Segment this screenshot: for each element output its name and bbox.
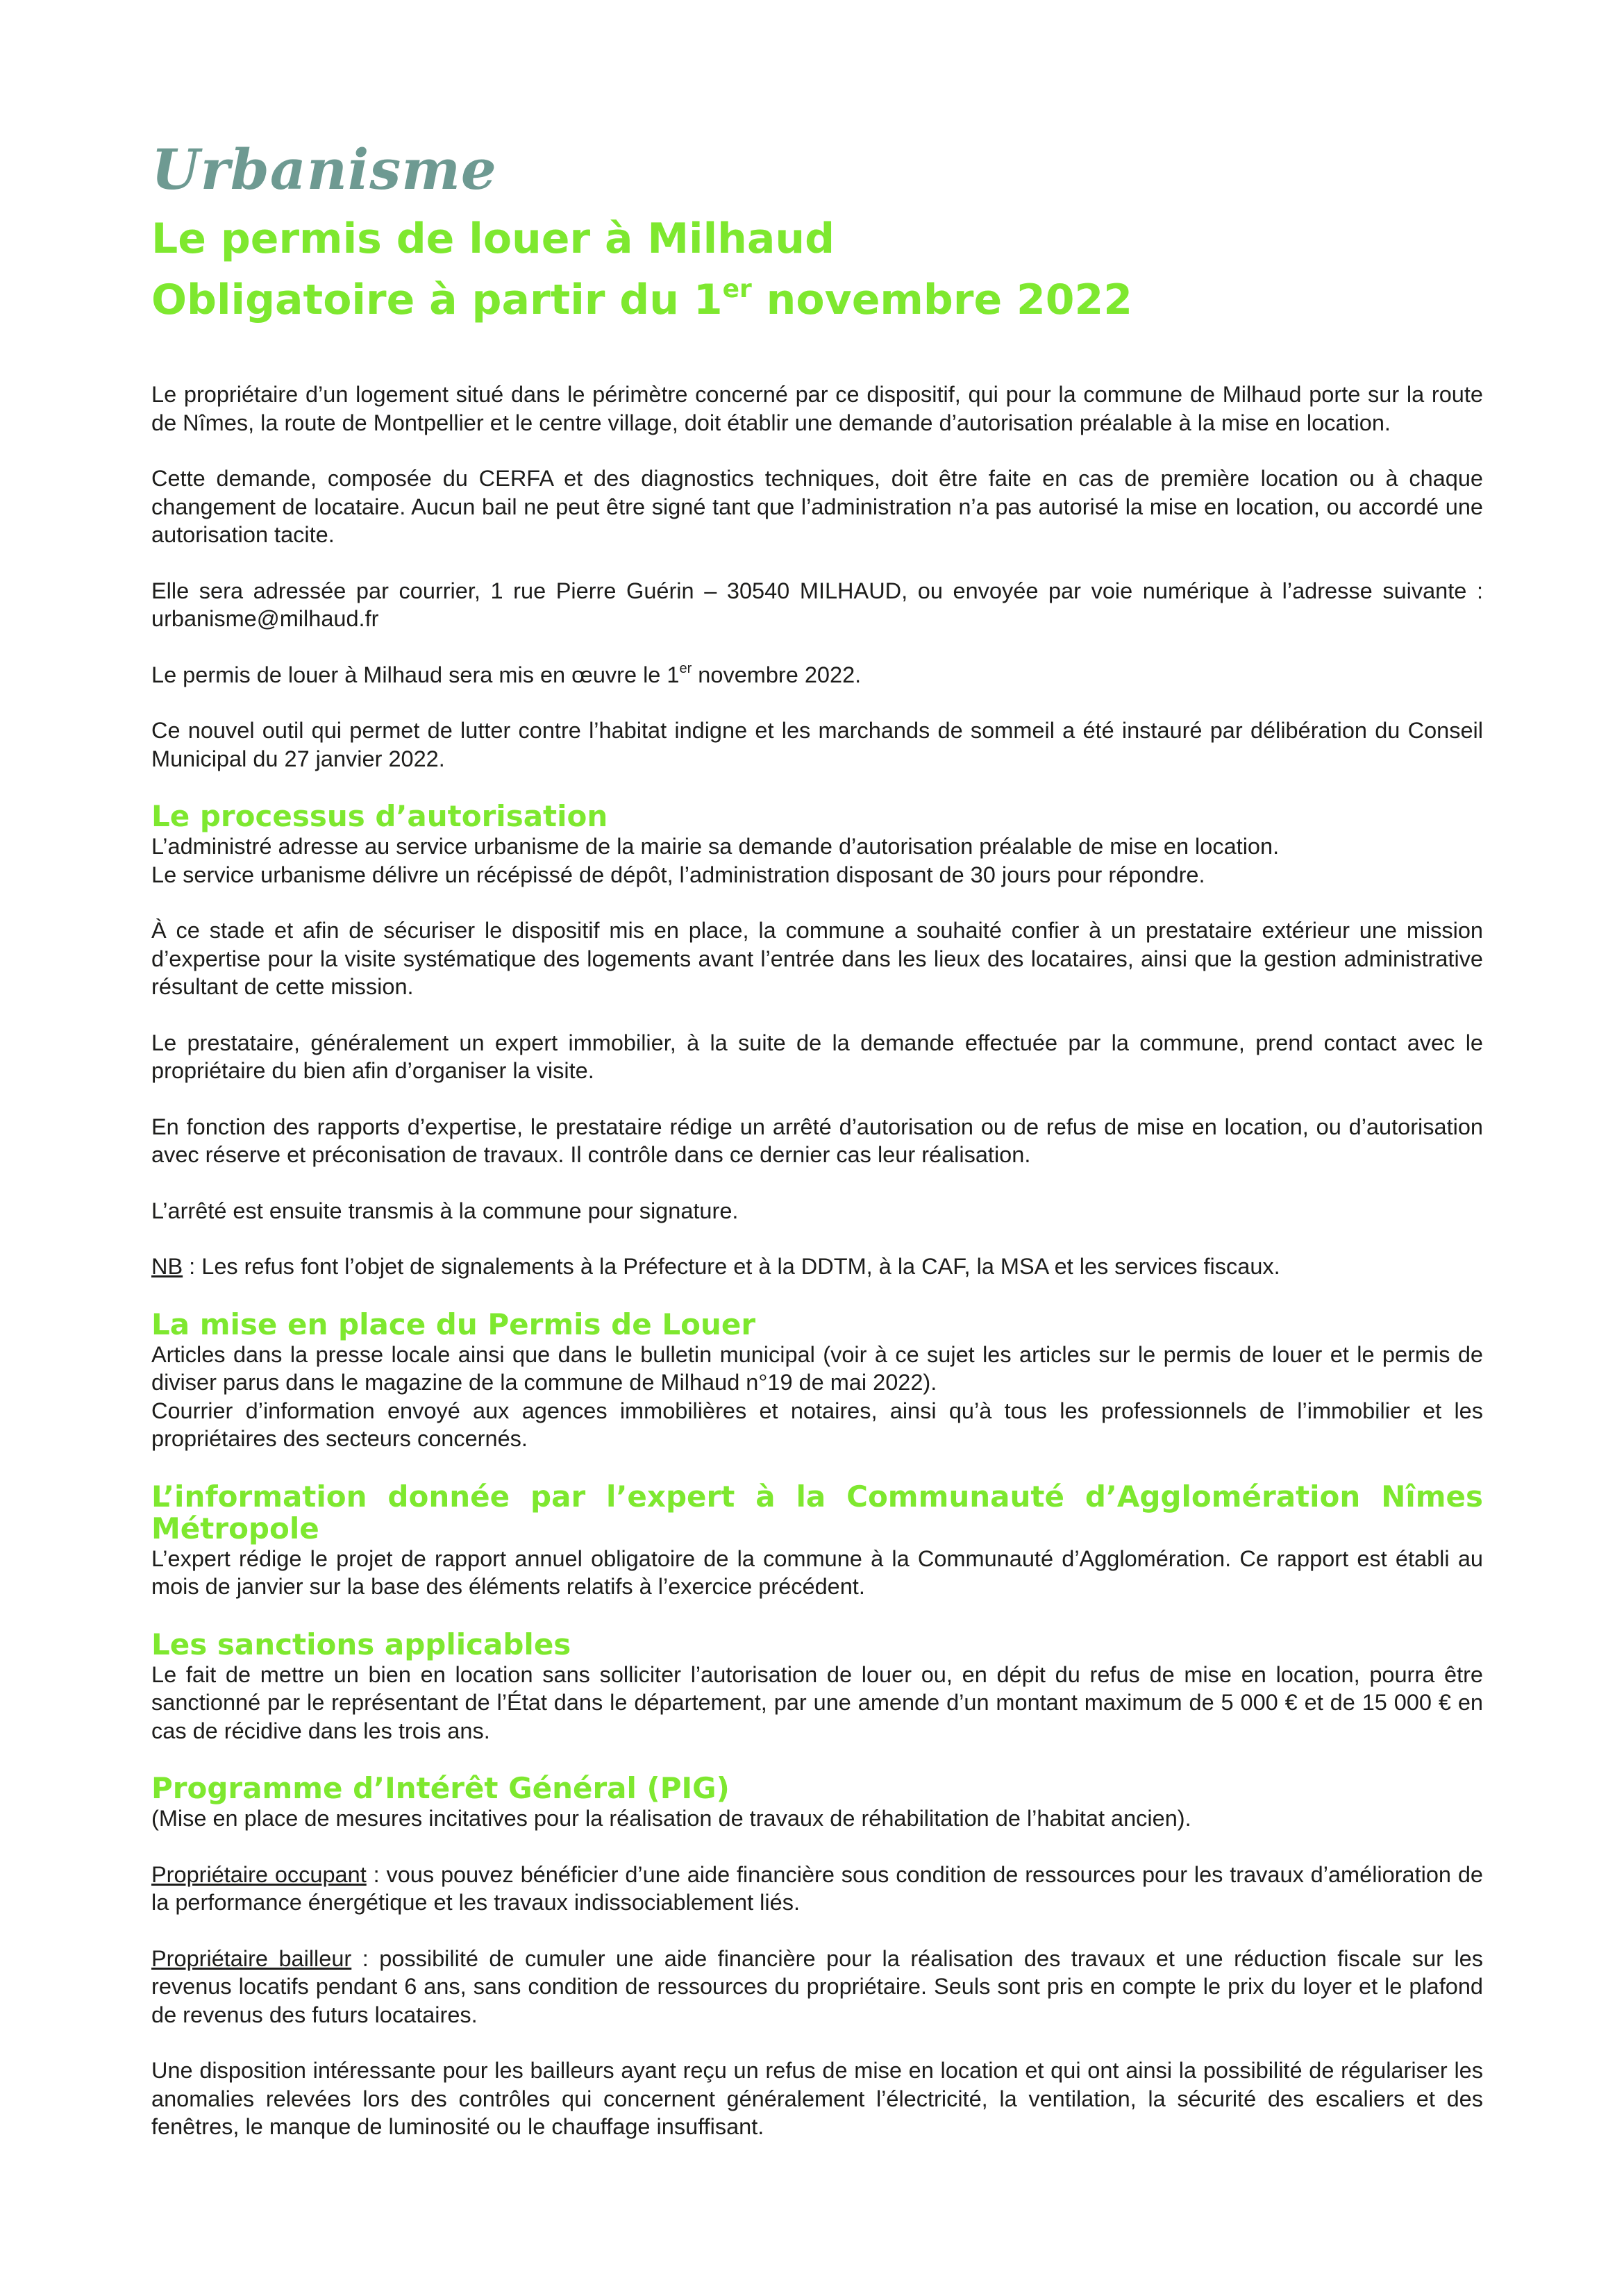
processus-paragraph-3: À ce stade et afin de sécuriser le dispositif mis en place, la commune a souhaité confier à un prestataire extérieur une mission d’expertise pour la visite systématique des logements avant l’entrée dans les lieux des locataires, ainsi que la gestion administrative résultant de cette mission. [151, 918, 1483, 999]
intro-paragraph-1: Le propriétaire d’un logement situé dans le périmètre concerné par ce dispositif, qui pour la commune de Milhaud porte sur la route de Nîmes, la route de Montpellier et le centre village, doit établir une demande d’autorisation préalable à la mise en location. [151, 382, 1483, 435]
heading-sanctions: Les sanctions applicables [151, 1627, 571, 1661]
section-title: Urbanisme [151, 137, 497, 202]
nb-label: NB [151, 1254, 183, 1279]
processus-paragraph-2: Le service urbanisme délivre un récépissé de dépôt, l’administration disposant de 30 jours pour répondre. [151, 862, 1205, 887]
body-text [151, 380, 1483, 2141]
mise-en-place-paragraph-2: Courrier d’information envoyé aux agences immobilières et notaires, ainsi qu’à tous les professionnels de l’immobilier et les propriétaires des secteurs concernés. [151, 1398, 1483, 1451]
heading-mise-en-place: La mise en place du Permis de Louer [151, 1307, 756, 1341]
main-title [151, 208, 1483, 330]
heading-processus: Le processus d’autorisation [151, 799, 608, 833]
title-line-1: Le permis de louer à Milhaud [151, 215, 835, 263]
processus-paragraph-5: En fonction des rapports d’expertise, le prestataire rédige un arrêté d’autorisation ou de refus de mise en location, ou d’autorisation avec réserve et préconisation de travaux. Il contrôle dans ce dernier cas leur réalisation. [151, 1114, 1483, 1167]
occupant-label: Propriétaire occupant [151, 1861, 367, 1887]
intro-paragraph-3: Elle sera adressée par courrier, 1 rue Pierre Guérin – 30540 MILHAUD, ou envoyée par voie numérique à l’adresse suivante : urbanisme@milhaud.fr [151, 578, 1483, 631]
intro-paragraph-4: Le permis de louer à Milhaud sera mis en œuvre le 1er novembre 2022. [151, 660, 862, 687]
pig-paragraph-1: (Mise en place de mesures incitatives pour la réalisation de travaux de réhabilitation de l’habitat ancien). [151, 1806, 1191, 1831]
nb-paragraph: NB : Les refus font l’objet de signalements à la Préfecture et à la DDTM, à la CAF, la MSA et les services fiscaux. [151, 1254, 1280, 1279]
processus-paragraph-4: Le prestataire, généralement un expert immobilier, à la suite de la demande effectuée par la commune, prend contact avec le propriétaire du bien afin d’organiser la visite. [151, 1030, 1483, 1083]
intro-paragraph-5: Ce nouvel outil qui permet de lutter contre l’habitat indigne et les marchands de sommeil a été instauré par délibération du Conseil Municipal du 27 janvier 2022. [151, 718, 1483, 771]
title-line-2: Obligatoire à partir du 1er novembre 2022 [151, 275, 1133, 324]
information-paragraph-1: L’expert rédige le projet de rapport annuel obligatoire de la commune à la Communauté d’Agglomération. Ce rapport est établi au mois de janvier sur la base des éléments relatifs à l’exercice précédent. [151, 1545, 1483, 1599]
sanctions-paragraph-1: Le fait de mettre un bien en location sans solliciter l’autorisation de louer ou, en dépit du refus de mise en location, pourra être sanctionné par le représentant de l’État dans le département, par une amende d’un montant maximum de 5 000 € et de 15 000 € en cas de récidive dans les trois ans. [151, 1661, 1483, 1743]
pig-occupant-paragraph: Propriétaire occupant : vous pouvez bénéficier d’une aide financière sous condition de ressources pour les travaux d’amélioration de la performance énergétique et les travaux indissociablement liés. [151, 1861, 1483, 1915]
document-page [151, 139, 1483, 2169]
bailleur-label: Propriétaire bailleur [151, 1945, 352, 1971]
heading-pig: Programme d’Intérêt Général (PIG) [151, 1771, 730, 1805]
processus-paragraph-1: L’administré adresse au service urbanisme de la mairie sa demande d’autorisation préalable de mise en location. [151, 834, 1280, 859]
processus-paragraph-6: L’arrêté est ensuite transmis à la commune pour signature. [151, 1198, 739, 1223]
heading-information: L’information donnée par l’expert à la Communauté d’Agglomération Nîmes Métropole [151, 1479, 1483, 1545]
mise-en-place-paragraph-1: Articles dans la presse locale ainsi que dans le bulletin municipal (voir à ce sujet les articles sur le permis de louer et le permis de diviser parus dans le magazine de la commune de Milhaud n°19 de mai 2022). [151, 1341, 1483, 1395]
intro-paragraph-2: Cette demande, composée du CERFA et des diagnostics techniques, doit être faite en cas de première location ou à chaque changement de locataire. Aucun bail ne peut être signé tant que l’administration n’a pas autorisé la mise en location, ou accordé une autorisation tacite. [151, 466, 1483, 547]
pig-bailleur-paragraph: Propriétaire bailleur : possibilité de cumuler une aide financière pour la réalisation des travaux et une réduction fiscale sur les revenus locatifs pendant 6 ans, sans condition de ressources du propriétaire. Seuls sont pris en compte le prix du loyer et le plafond de revenus des futurs locataires. [151, 1945, 1483, 2027]
pig-last-paragraph: Une disposition intéressante pour les bailleurs ayant reçu un refus de mise en location et qui ont ainsi la possibilité de régulariser les anomalies relevées lors des contrôles qui concernent généralement l’électricité, la ventilation, la sécurité des escaliers et des fenêtres, le manque de luminosité ou le chauffage insuffisant. [151, 2058, 1483, 2139]
